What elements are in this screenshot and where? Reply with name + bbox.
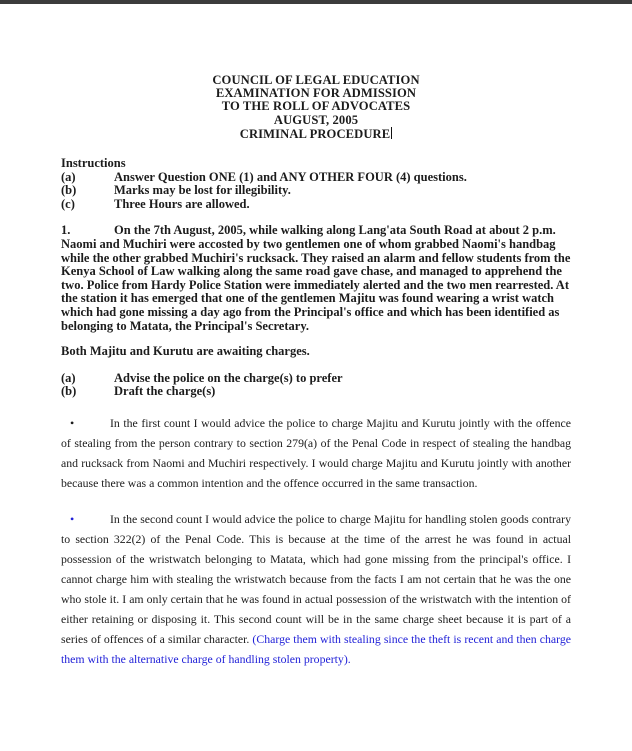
answers-section (61, 413, 571, 669)
question-number: 1. (61, 223, 71, 238)
header-line-2: EXAMINATION FOR ADMISSION (215, 86, 417, 101)
header-line-5-text: CRIMINAL PROCEDURE (239, 126, 391, 141)
instruction-label-b: (b) (61, 183, 77, 198)
document-header (61, 74, 571, 141)
header-line-1: COUNCIL OF LEGAL EDUCATION (212, 73, 420, 87)
bullet-icon-blue: • (70, 511, 75, 526)
answer-second-count-text: In the second count I would advice the police to charge Majitu for handling stolen goods contrary to section 322(2) of the Penal Code. This is because at the time of the arrest he was found in actual possession of the wristwatch belonging to Matata, which had gone missing from the principal's office. I cannot charge him with stealing the wristwatch because from the facts I am not certain that he was the one who stole it. I am only certain that he was found in actual possession of the wristwatch with the intention of either retaining or disposing it. This second count will be in the same charge sheet because it is part of a series of offences of a similar character. (61, 511, 571, 646)
question-paragraph (61, 224, 571, 333)
instructions-title: Instructions (61, 156, 126, 171)
text-cursor-icon (391, 127, 392, 139)
document-body (61, 0, 571, 669)
answer-second-count-blue-note: (Charge them with stealing since the theft is recent and then charge them with the alternative charge of handling stolen property). (61, 631, 571, 666)
question-part-b (61, 385, 571, 399)
question-part-a (61, 372, 571, 386)
header-line-5 (61, 127, 571, 141)
instruction-text-b: Marks may be lost for illegibility. (114, 183, 291, 198)
instruction-item-b (61, 184, 571, 198)
question-part-label-b: (b) (61, 384, 77, 399)
question-note: Both Majitu and Kurutu are awaiting charges. (61, 344, 310, 359)
bullet-icon: • (70, 415, 75, 430)
header-line-4: AUGUST, 2005 (273, 112, 359, 127)
question-part-text-b: Draft the charge(s) (114, 384, 216, 399)
question-text: On the 7th August, 2005, while walking along Lang'ata South Road at about 2 p.m. Naomi and Muchiri were accosted by two gentlemen one of whom grabbed Naomi's handbag while the other grabbed Muchiri's rucksack. They raised an alarm and fellow students from the Kenya School of Law walking along the same road gave chase, and managed to apprehend the two. Police from Hardy Police Station were immediately alerted and the two men rearrested. At the station it has emerged that one of the gentlemen Majitu was found wearing a wrist watch which had gone missing a day ago from the Principal's office and which has been identified as belonging to Matata, the Principal's Secretary. (61, 223, 571, 333)
instruction-label-a: (a) (61, 169, 76, 184)
question-section (61, 224, 571, 399)
instruction-item-a (61, 171, 571, 185)
instructions-section (61, 157, 571, 211)
header-line-3: TO THE ROLL OF ADVOCATES (221, 99, 411, 114)
answer-first-count (61, 413, 571, 493)
question-part-label-a: (a) (61, 370, 76, 385)
instruction-item-c (61, 198, 571, 212)
answer-first-count-text: In the first count I would advice the police to charge Majitu and Kurutu jointly with the offence of stealing from the person contrary to section 279(a) of the Penal Code in respect of stealing the handbag and rucksack from Naomi and Muchiri respectively. I would charge Majitu and Kurutu jointly with another because there was a common intention and the offence occurred in the same transaction. (61, 415, 571, 490)
question-part-text-a: Advise the police on the charge(s) to prefer (114, 370, 343, 385)
instruction-text-c: Three Hours are allowed. (114, 196, 250, 211)
instruction-label-c: (c) (61, 196, 75, 211)
instruction-text-a: Answer Question ONE (1) and ANY OTHER FOUR (4) questions. (114, 169, 467, 184)
answer-second-count (61, 509, 571, 669)
